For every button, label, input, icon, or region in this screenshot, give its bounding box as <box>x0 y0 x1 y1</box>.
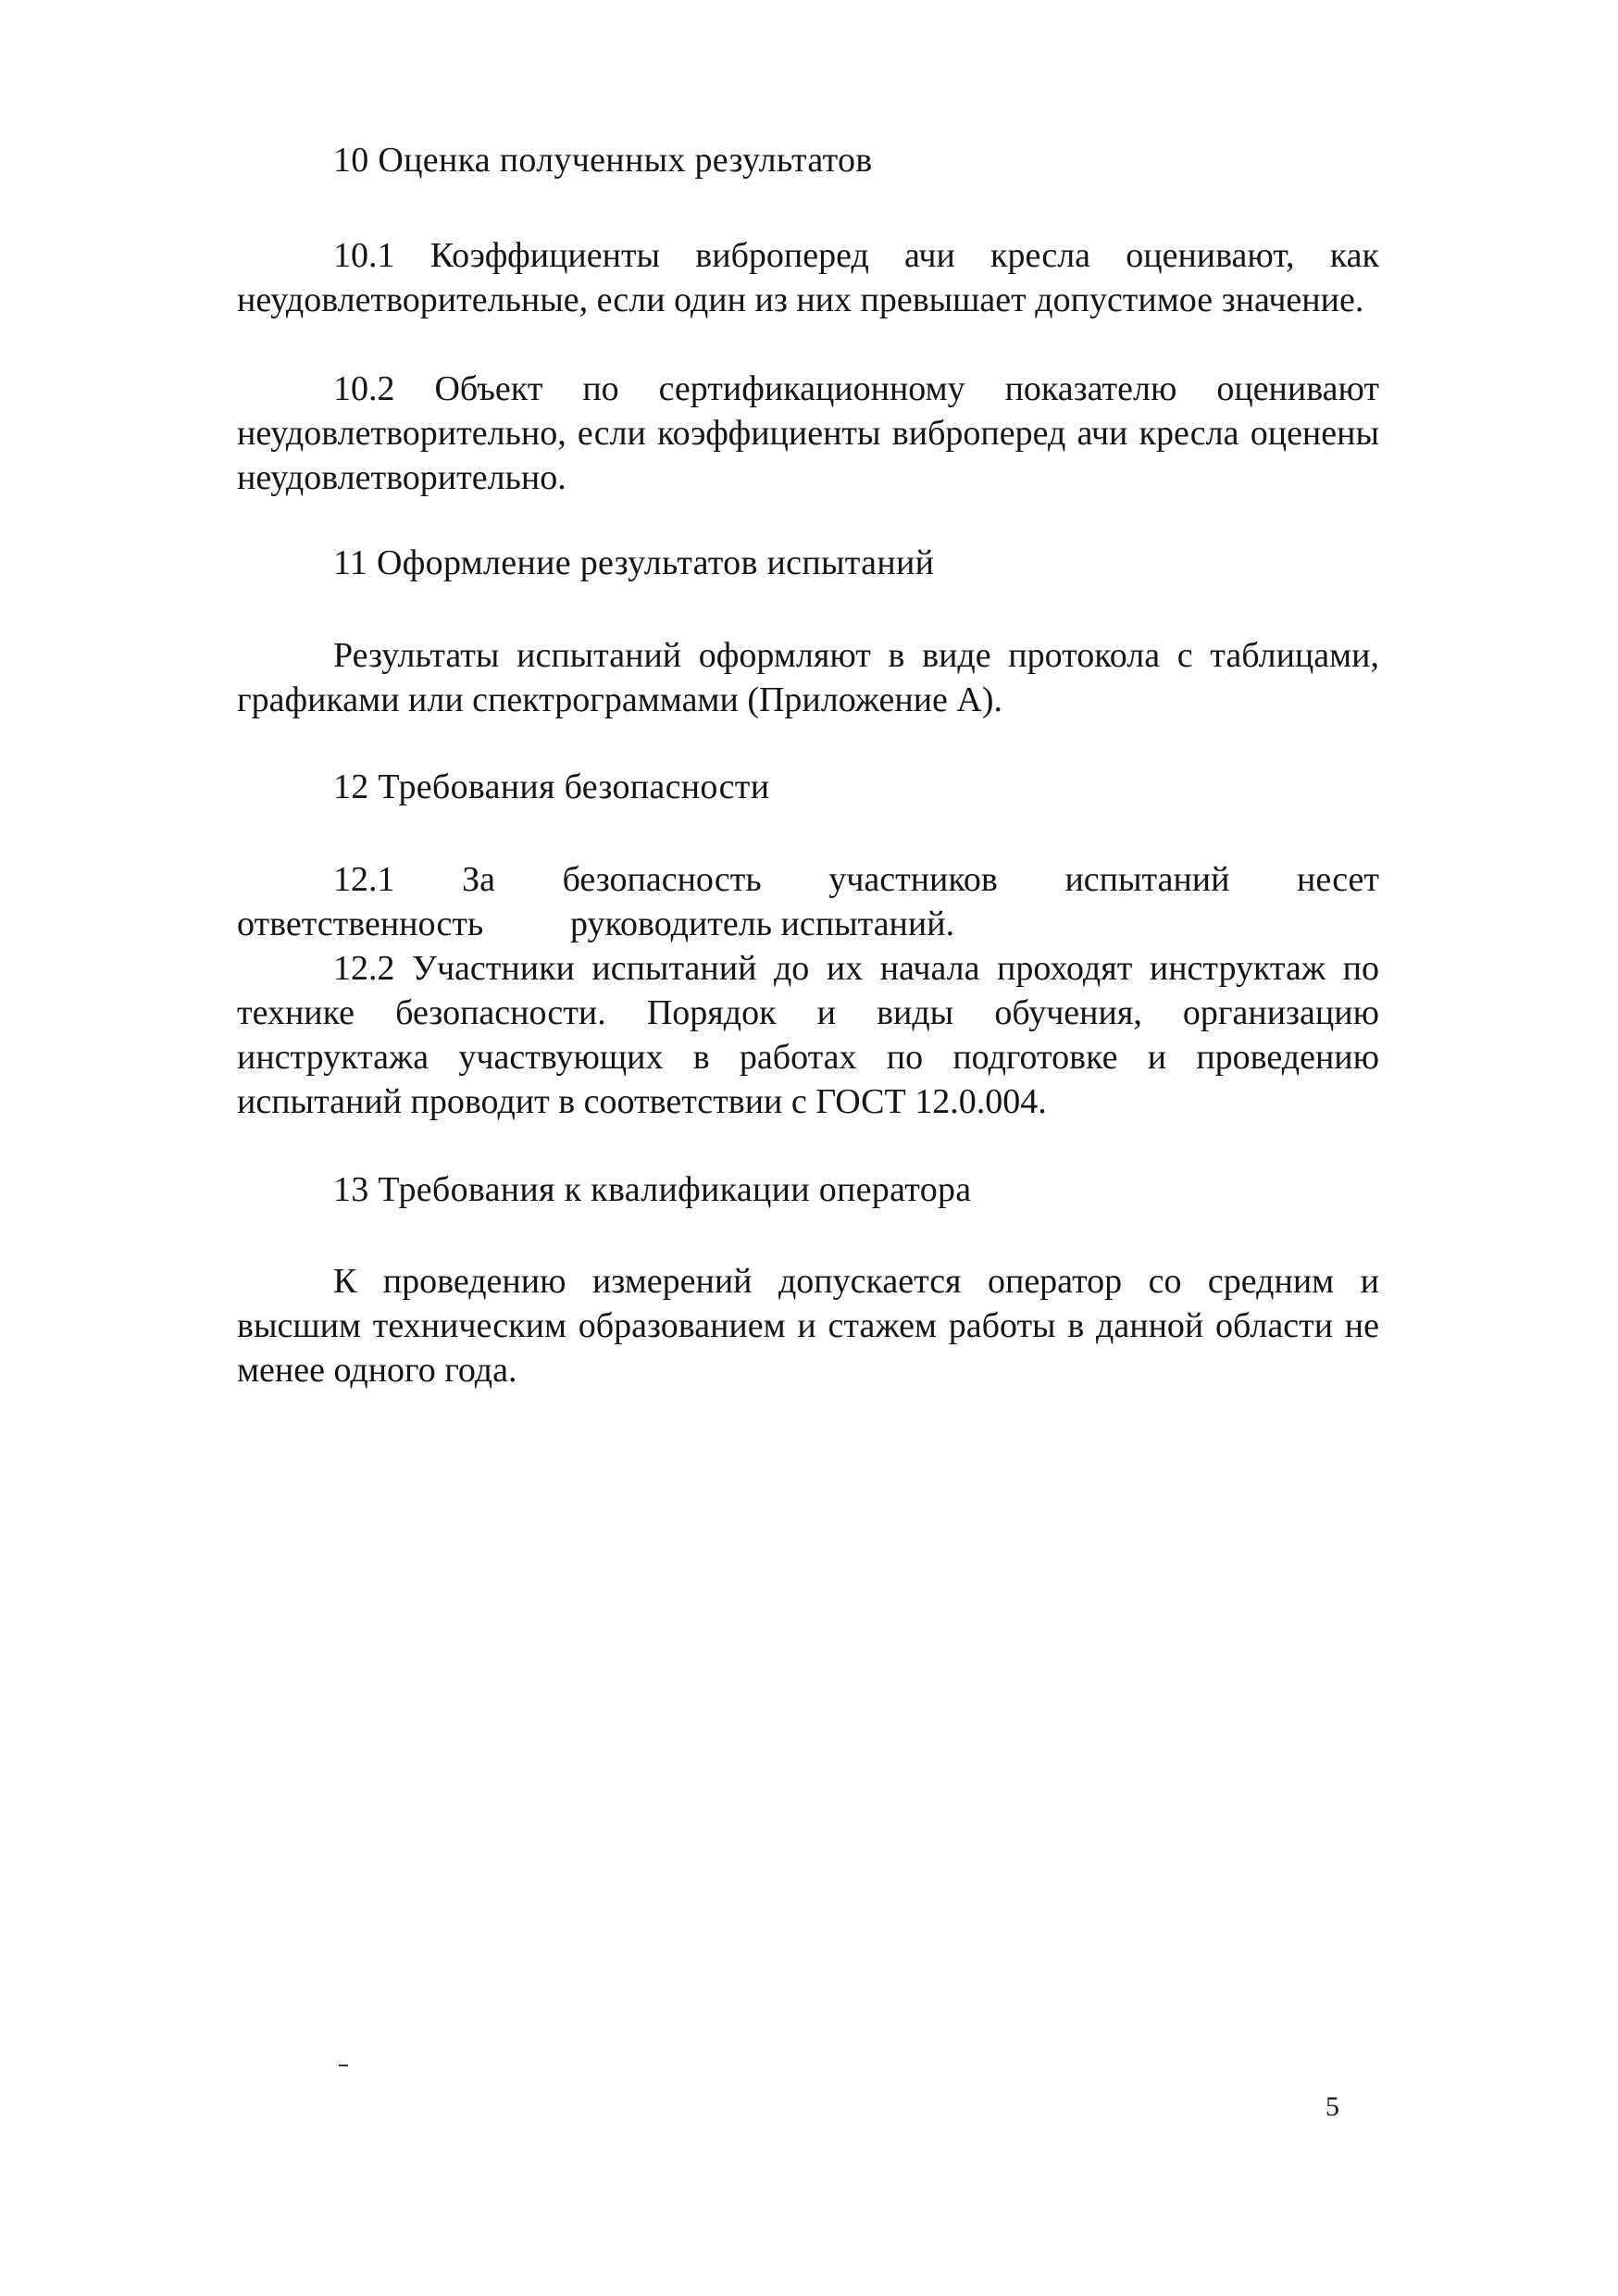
paragraph-12-1-head: руководитель испытаний. <box>570 905 955 943</box>
paragraph-12-1-responsibility: ответственность <box>237 905 484 943</box>
paragraph-11: Результаты испытаний оформляют в виде протокола с таблицами, графиками или спектрограммами (Приложение А). <box>237 636 1379 719</box>
section-12-heading: 12 Требования безопасности <box>333 767 770 806</box>
section-10-heading: 10 Оценка полученных результатов <box>333 141 873 180</box>
page-number: 5 <box>1326 2091 1339 2122</box>
section-13-heading: 13 Требования к квалификации оператора <box>333 1170 972 1209</box>
paragraph-12-1: 12.1 За безопасность участников испытаний несет <box>333 860 1379 899</box>
paragraph-13: К проведению измерений допускается оператор со средним и высшим техническим образованием и стажем работы в данной области не менее одного года. <box>237 1262 1379 1390</box>
paragraph-10-2: 10.2 Объект по сертификационному показателю оценивают неудовлетворительно, если коэффициенты виброперед ачи кресла оценены неудовлетворительно. <box>237 369 1379 497</box>
stray-dash-mark <box>339 2065 348 2066</box>
paragraph-10-1: 10.1 Коэффициенты виброперед ачи кресла оценивают, как неудовлетворительные, если один из них превышает допустимое значение. <box>237 236 1379 319</box>
paragraph-12-2: 12.2 Участники испытаний до их начала проходят инструктаж по технике безопасности. Порядок и виды обучения, организацию инструктажа участвующих в работах по подготовке и проведению испытаний проводит в соответствии с ГОСТ 12.0.004. <box>237 949 1379 1121</box>
section-11-heading: 11 Оформление результатов испытаний <box>333 543 935 582</box>
